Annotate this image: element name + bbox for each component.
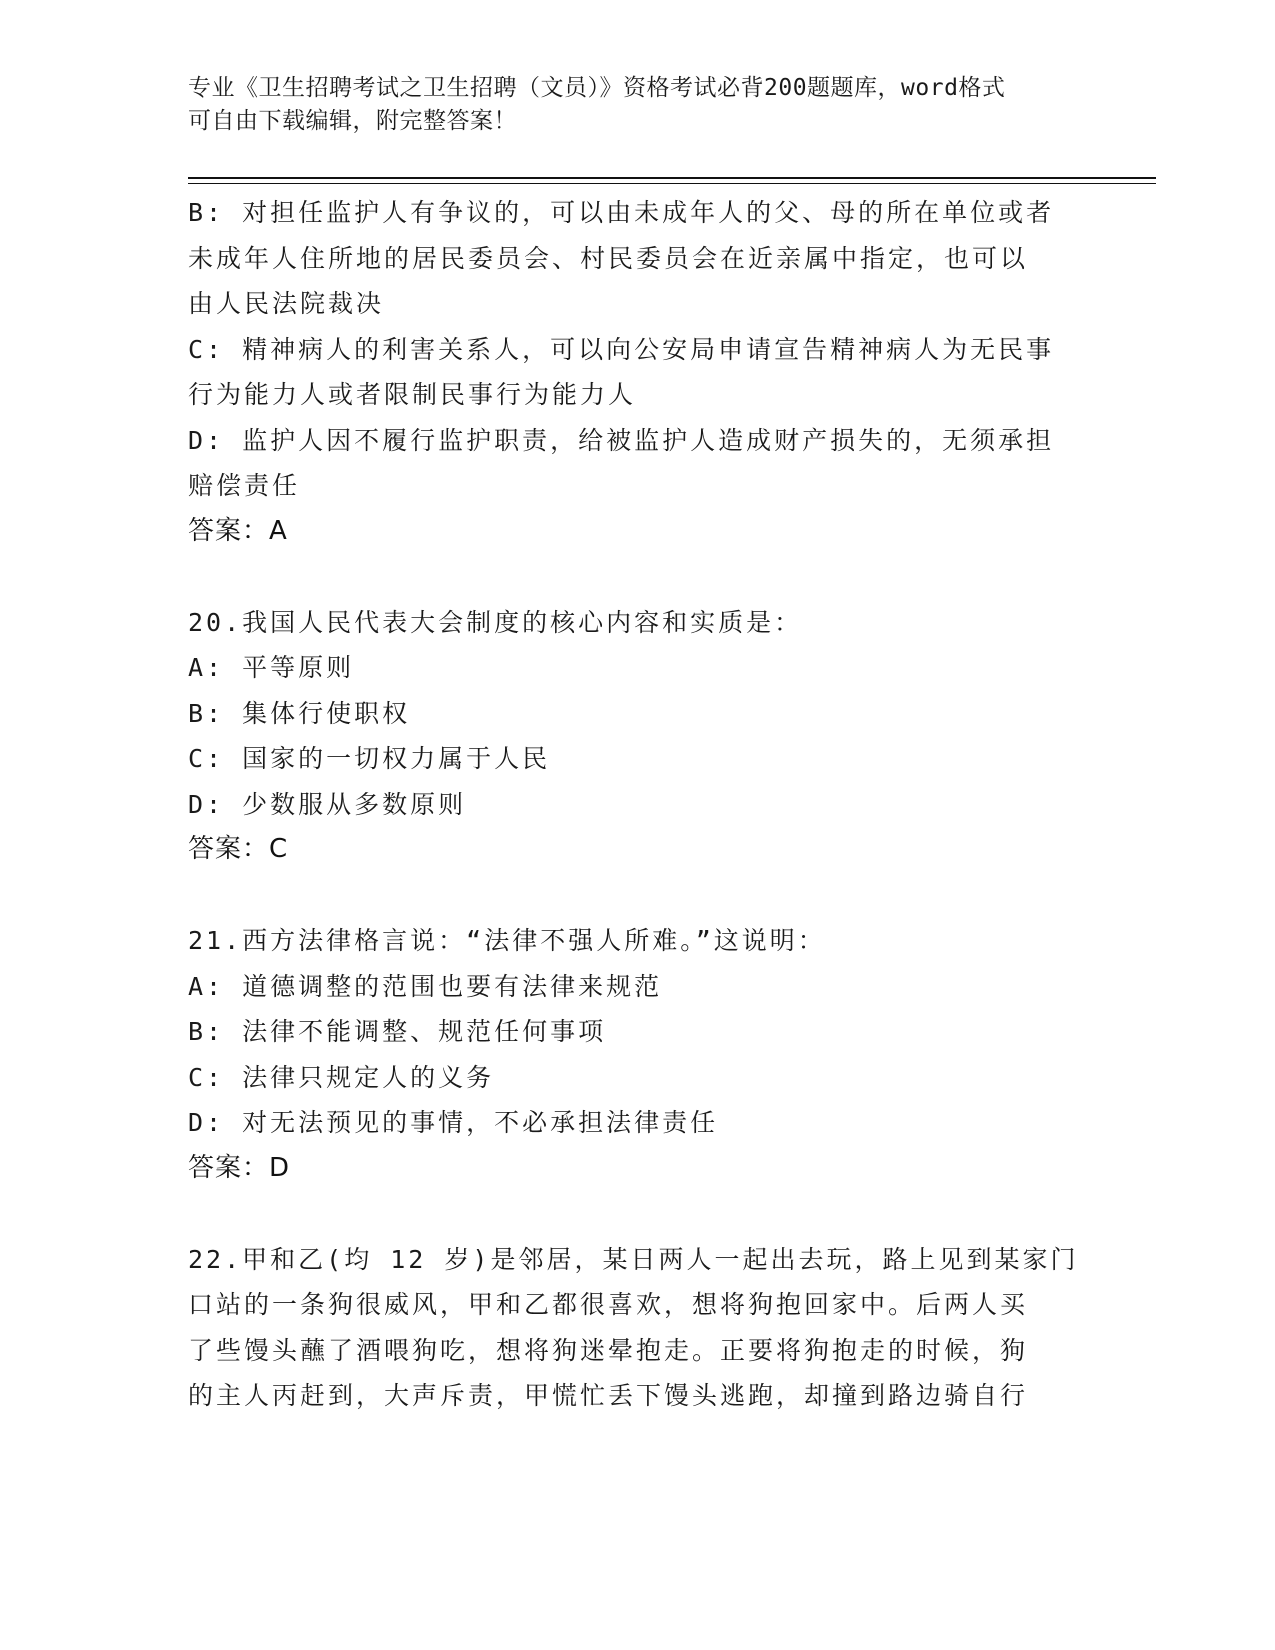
option-c: C: 国家的一切权力属于人民: [188, 744, 551, 773]
question-20: [188, 600, 1088, 873]
question-text: 21.西方法律格言说：“法律不强人所难。”这说明：: [188, 926, 826, 955]
option-d-line: D: 监护人因不履行监护职责，给被监护人造成财产损失的，无须承担: [188, 425, 1055, 455]
question-text-line: 22.甲和乙(均 12 岁)是邻居，某日两人一起出去玩，路上见到某家门: [188, 1244, 1079, 1274]
spacer: [188, 1191, 1088, 1237]
option-a: A: 道德调整的范围也要有法律来规范: [188, 971, 663, 1001]
option-b: B: 法律不能调整、规范任何事项: [188, 1017, 607, 1046]
question-21: [188, 918, 1088, 1191]
option-c-line: 行为能力人或者限制民事行为能力人: [188, 380, 637, 409]
header-divider-thin: [188, 183, 1156, 184]
question-text: 20.我国人民代表大会制度的核心内容和实质是：: [188, 607, 803, 637]
document-header: [188, 72, 1088, 138]
answer-label: 答案：C: [188, 834, 289, 864]
option-d: D: 少数服从多数原则: [188, 789, 467, 819]
answer-label: 答案：D: [188, 1152, 291, 1183]
header-divider-thick: [188, 177, 1156, 179]
question-22: [188, 1237, 1088, 1419]
answer-label: 答案：A: [188, 515, 288, 546]
option-d-line: 赔偿责任: [188, 471, 301, 500]
option-d: D: 对无法预见的事情，不必承担法律责任: [188, 1108, 719, 1137]
question-list: [188, 190, 1088, 1419]
spacer: [188, 873, 1088, 919]
header-line-2: 可自由下载编辑，附完整答案！: [188, 108, 517, 134]
header-line-1: 专业《卫生招聘考试之卫生招聘（文员）》资格考试必背200题题库，word格式: [188, 75, 1006, 101]
option-b-line: B: 对担任监护人有争议的，可以由未成年人的父、母的所在单位或者: [188, 198, 1055, 227]
option-b-line: 未成年人住所地的居民委员会、村民委员会在近亲属中指定，也可以: [188, 243, 1029, 273]
question-text-line: 了些馒头蘸了酒喂狗吃，想将狗迷晕抱走。正要将狗抱走的时候，狗: [188, 1335, 1029, 1365]
option-a: A: 平等原则: [188, 653, 355, 682]
option-c: C: 法律只规定人的义务: [188, 1062, 495, 1092]
question-19-tail: [188, 190, 1088, 554]
option-c-line: C: 精神病人的利害关系人，可以向公安局申请宣告精神病人为无民事: [188, 334, 1055, 364]
option-b: B: 集体行使职权: [188, 698, 411, 728]
question-text-line: 的主人丙赶到，大声斥责，甲慌忙丢下馒头逃跑，却撞到路边骑自行: [188, 1381, 1029, 1410]
option-b-line: 由人民法院裁决: [188, 289, 385, 318]
spacer: [188, 554, 1088, 600]
question-text-line: 口站的一条狗很威风，甲和乙都很喜欢，想将狗抱回家中。后两人买: [188, 1290, 1029, 1319]
